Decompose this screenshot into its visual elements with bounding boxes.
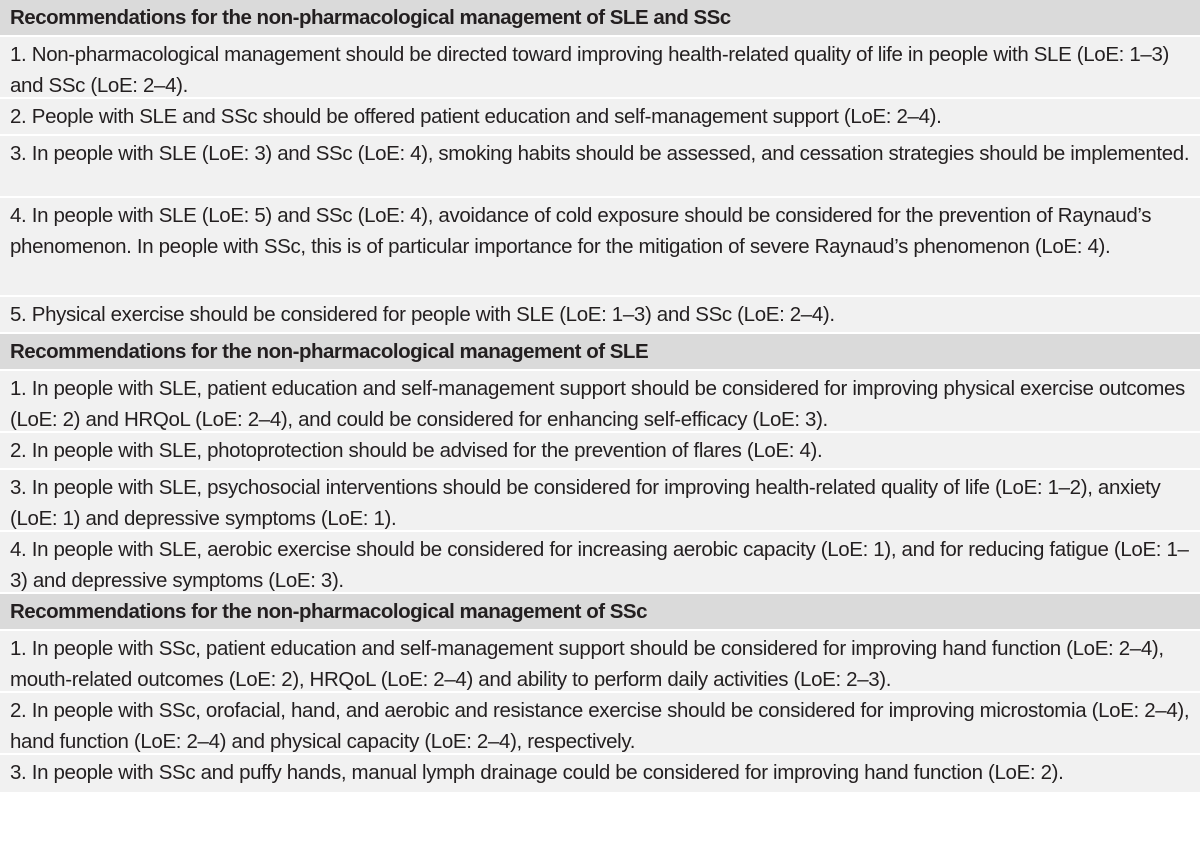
table-row: 3. In people with SLE, psychosocial interventions should be considered for improving health-related quality of life (LoE: 1–2), anxiety (LoE: 1) and depressive symptoms (LoE: 1). <box>0 470 1200 532</box>
table-row: 1. In people with SSc, patient education and self-management support should be considered for improving hand function (LoE: 2–4), mouth-related outcomes (LoE: 2), HRQoL (LoE: 2–4) and ability to perform daily activities (LoE: 2–3). <box>0 631 1200 693</box>
table-row: 1. In people with SLE, patient education and self-management support should be considered for improving physical exercise outcomes (LoE: 2) and HRQoL (LoE: 2–4), and could be considered for enhancing self-efficacy (LoE: 3). <box>0 371 1200 433</box>
table-row: 2. In people with SSc, orofacial, hand, and aerobic and resistance exercise should be considered for improving microstomia (LoE: 2–4), hand function (LoE: 2–4) and physical capacity (LoE: 2–4), respectively. <box>0 693 1200 755</box>
table-row: 3. In people with SSc and puffy hands, manual lymph drainage could be considered for improving hand function (LoE: 2). <box>0 755 1200 792</box>
section-heading-sle: Recommendations for the non-pharmacological management of SLE <box>0 334 1200 371</box>
table-row: 2. In people with SLE, photoprotection should be advised for the prevention of flares (LoE: 4). <box>0 433 1200 470</box>
section-heading-ssc: Recommendations for the non-pharmacological management of SSc <box>0 594 1200 631</box>
table-row: 2. People with SLE and SSc should be offered patient education and self-management support (LoE: 2–4). <box>0 99 1200 136</box>
section-heading-sle-ssc: Recommendations for the non-pharmacological management of SLE and SSc <box>0 0 1200 37</box>
table-row: 1. Non-pharmacological management should be directed toward improving health-related quality of life in people with SLE (LoE: 1–3) and SSc (LoE: 2–4). <box>0 37 1200 99</box>
table-row: 4. In people with SLE, aerobic exercise should be considered for increasing aerobic capacity (LoE: 1), and for reducing fatigue (LoE: 1–3) and depressive symptoms (LoE: 3). <box>0 532 1200 594</box>
table-row: 5. Physical exercise should be considered for people with SLE (LoE: 1–3) and SSc (LoE: 2–4). <box>0 297 1200 334</box>
table-row: 4. In people with SLE (LoE: 5) and SSc (LoE: 4), avoidance of cold exposure should be considered for the prevention of Raynaud’s phenomenon. In people with SSc, this is of particular importance for the mitigation of severe Raynaud’s phenomenon (LoE: 4). <box>0 198 1200 297</box>
table-row: 3. In people with SLE (LoE: 3) and SSc (LoE: 4), smoking habits should be assessed, and cessation strategies should be implemented. <box>0 136 1200 198</box>
